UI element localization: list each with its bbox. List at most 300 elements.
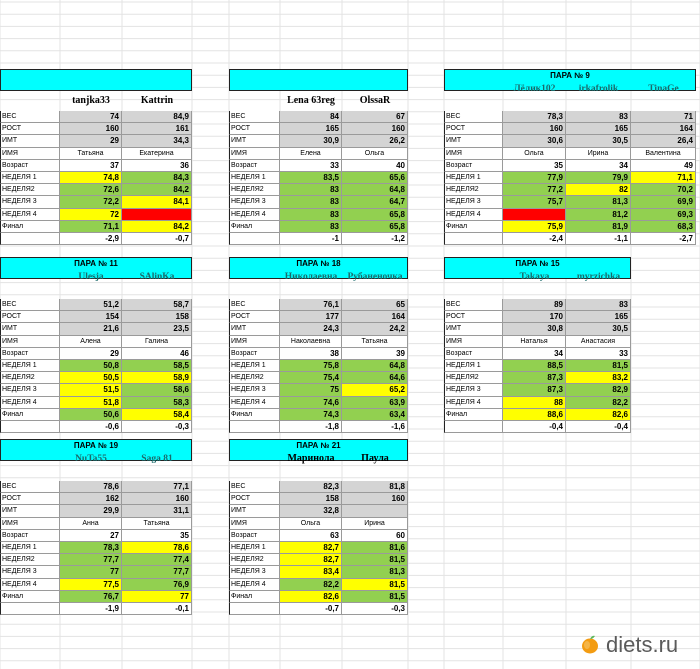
value-cell[interactable]: -1,8: [280, 421, 342, 433]
person-name-cell[interactable]: Елена: [280, 148, 342, 160]
row-label: ИМЯ: [0, 148, 60, 160]
value-cell[interactable]: 160: [503, 123, 566, 135]
person-name-cell[interactable]: Татьяна: [60, 148, 122, 160]
row-label: НЕДЕЛЯ 3: [229, 196, 280, 208]
value-cell[interactable]: [503, 209, 566, 221]
value-cell[interactable]: 81,5: [342, 579, 408, 591]
value-cell[interactable]: 46: [122, 348, 192, 360]
row-label: НЕДЕЛЯ 4: [0, 209, 60, 221]
row-label: НЕДЕЛЯ 1: [229, 542, 280, 554]
value-cell[interactable]: 154: [60, 311, 122, 323]
value-cell[interactable]: 77,7: [122, 566, 192, 578]
participant-name: Паула: [361, 453, 389, 464]
row-label: ИМТ: [229, 505, 280, 517]
value-cell[interactable]: 35: [122, 530, 192, 542]
row-label: НЕДЕЛЯ 4: [0, 579, 60, 591]
value-cell[interactable]: 84,2: [122, 184, 192, 196]
value-cell[interactable]: 164: [342, 311, 408, 323]
value-cell[interactable]: 64,8: [342, 184, 408, 196]
row-label: НЕДЕЛЯ 4: [229, 579, 280, 591]
value-cell[interactable]: 72,6: [60, 184, 122, 196]
row-label: ИМТ: [444, 323, 503, 335]
value-cell[interactable]: 35: [503, 160, 566, 172]
value-cell[interactable]: 65: [342, 299, 408, 311]
value-cell[interactable]: 50,6: [60, 409, 122, 421]
value-cell[interactable]: 83: [566, 299, 631, 311]
value-cell[interactable]: 51,2: [60, 299, 122, 311]
row-label: НЕДЕЛЯ 3: [0, 196, 60, 208]
value-cell[interactable]: 75,4: [280, 372, 342, 384]
row-label: Финал: [0, 409, 60, 421]
value-cell[interactable]: [122, 209, 192, 221]
row-label: [0, 603, 60, 615]
value-cell[interactable]: 82,2: [280, 579, 342, 591]
apple-icon: [580, 634, 600, 654]
row-label: ИМЯ: [229, 518, 280, 530]
pair-title: ПАРА № 19: [73, 441, 119, 450]
value-cell[interactable]: 84,3: [122, 172, 192, 184]
value-cell[interactable]: 78,3: [503, 111, 566, 123]
value-cell[interactable]: 84,2: [122, 221, 192, 233]
value-cell[interactable]: 70,2: [631, 184, 696, 196]
row-label: Финал: [0, 591, 60, 603]
row-label: НЕДЕЛЯ 1: [0, 360, 60, 372]
value-cell[interactable]: -0,6: [60, 421, 122, 433]
value-cell[interactable]: 58,3: [122, 397, 192, 409]
value-cell[interactable]: 81,2: [566, 209, 631, 221]
value-cell[interactable]: -1,1: [566, 233, 631, 245]
value-cell[interactable]: 40: [342, 160, 408, 172]
site-logo[interactable]: [578, 630, 698, 660]
value-cell[interactable]: 83,2: [566, 372, 631, 384]
row-label: НЕДЕЛЯ 1: [444, 360, 503, 372]
value-cell[interactable]: 77,4: [122, 554, 192, 566]
value-cell[interactable]: 74,6: [280, 397, 342, 409]
value-cell[interactable]: 30,8: [503, 323, 566, 335]
value-cell[interactable]: 81,3: [566, 196, 631, 208]
row-label: ИМЯ: [0, 336, 60, 348]
value-cell[interactable]: 58,7: [122, 299, 192, 311]
row-label: НЕДЕЛЯ 1: [229, 172, 280, 184]
value-cell[interactable]: [342, 505, 408, 517]
value-cell[interactable]: 75: [280, 384, 342, 396]
row-label: [444, 421, 503, 433]
row-label: РОСТ: [444, 311, 503, 323]
participant-name: Николаевна: [284, 272, 338, 282]
participant-name: Маринола: [287, 453, 335, 464]
row-label: НЕДЕЛЯ 3: [0, 384, 60, 396]
value-cell[interactable]: 87,3: [503, 372, 566, 384]
person-name-cell[interactable]: Алена: [60, 336, 122, 348]
value-cell[interactable]: 77,5: [60, 579, 122, 591]
value-cell[interactable]: -2,9: [60, 233, 122, 245]
value-cell[interactable]: 83: [280, 184, 342, 196]
pair-header: [229, 69, 408, 91]
value-cell[interactable]: 32,8: [280, 505, 342, 517]
row-label: ИМЯ: [444, 148, 503, 160]
value-cell[interactable]: -0,7: [122, 233, 192, 245]
value-cell[interactable]: 34: [503, 348, 566, 360]
value-cell[interactable]: -1,2: [342, 233, 408, 245]
value-cell[interactable]: 77,2: [503, 184, 566, 196]
person-name-cell[interactable]: Ольга: [342, 148, 408, 160]
value-cell[interactable]: 77,7: [60, 554, 122, 566]
row-label: Финал: [229, 591, 280, 603]
row-label: Возраст: [444, 160, 503, 172]
row-label: НЕДЕЛЯ 4: [229, 397, 280, 409]
row-label: Возраст: [229, 160, 280, 172]
row-label: НЕДЕЛЯ2: [0, 554, 60, 566]
row-label: НЕДЕЛЯ 3: [229, 384, 280, 396]
value-cell[interactable]: 26,4: [631, 135, 696, 147]
value-cell[interactable]: 58,6: [122, 384, 192, 396]
row-label: НЕДЕЛЯ2: [444, 184, 503, 196]
value-cell[interactable]: -2,7: [631, 233, 696, 245]
value-cell[interactable]: 77: [60, 566, 122, 578]
person-name-cell[interactable]: Галина: [122, 336, 192, 348]
participant-name: irkafrolik: [578, 84, 619, 94]
pair-header: [0, 69, 192, 91]
value-cell[interactable]: 50,5: [60, 372, 122, 384]
value-cell[interactable]: -0,1: [122, 603, 192, 615]
value-cell[interactable]: 38: [280, 348, 342, 360]
value-cell[interactable]: 164: [631, 123, 696, 135]
value-cell[interactable]: 24,3: [280, 323, 342, 335]
row-label: НЕДЕЛЯ 1: [444, 172, 503, 184]
row-label: ИМТ: [0, 323, 60, 335]
value-cell[interactable]: 82: [566, 184, 631, 196]
row-label: [229, 233, 280, 245]
value-cell[interactable]: 75,7: [503, 196, 566, 208]
value-cell[interactable]: 79,9: [566, 172, 631, 184]
row-label: [444, 233, 503, 245]
person-name-cell[interactable]: Ольга: [280, 518, 342, 530]
participant-name: NuTa55: [75, 454, 107, 464]
value-cell[interactable]: 69,9: [631, 196, 696, 208]
value-cell[interactable]: 37: [60, 160, 122, 172]
row-label: Финал: [0, 221, 60, 233]
value-cell[interactable]: 158: [280, 493, 342, 505]
value-cell[interactable]: 76,7: [60, 591, 122, 603]
value-cell[interactable]: 39: [342, 348, 408, 360]
row-label: НЕДЕЛЯ2: [229, 554, 280, 566]
row-label: НЕДЕЛЯ 1: [0, 542, 60, 554]
value-cell[interactable]: -1,6: [342, 421, 408, 433]
value-cell[interactable]: 165: [566, 311, 631, 323]
value-cell[interactable]: 74,3: [280, 409, 342, 421]
value-cell[interactable]: 83: [280, 196, 342, 208]
value-cell[interactable]: 177: [280, 311, 342, 323]
person-name-cell[interactable]: Валентина: [631, 148, 696, 160]
value-cell[interactable]: 88,6: [503, 409, 566, 421]
row-label: РОСТ: [0, 493, 60, 505]
value-cell[interactable]: 89: [503, 299, 566, 311]
value-cell[interactable]: 162: [60, 493, 122, 505]
value-cell[interactable]: 64,7: [342, 196, 408, 208]
value-cell[interactable]: 74,8: [60, 172, 122, 184]
row-label: НЕДЕЛЯ 1: [229, 360, 280, 372]
row-label: Возраст: [0, 160, 60, 172]
row-label: НЕДЕЛЯ 3: [444, 196, 503, 208]
row-label: [0, 233, 60, 245]
value-cell[interactable]: 33: [566, 348, 631, 360]
value-cell[interactable]: 165: [566, 123, 631, 135]
value-cell[interactable]: 81,8: [342, 481, 408, 493]
value-cell[interactable]: 81,5: [342, 554, 408, 566]
value-cell[interactable]: -0,4: [566, 421, 631, 433]
row-label: ВЕС: [444, 299, 503, 311]
value-cell[interactable]: 160: [342, 123, 408, 135]
value-cell[interactable]: -1: [280, 233, 342, 245]
person-name-cell[interactable]: Екатерина: [122, 148, 192, 160]
value-cell[interactable]: 24,2: [342, 323, 408, 335]
value-cell[interactable]: 161: [122, 123, 192, 135]
value-cell[interactable]: 81,3: [342, 566, 408, 578]
value-cell[interactable]: 83,4: [280, 566, 342, 578]
value-cell[interactable]: 51,8: [60, 397, 122, 409]
value-cell[interactable]: 34: [566, 160, 631, 172]
value-cell[interactable]: 82,9: [566, 384, 631, 396]
value-cell[interactable]: 74: [60, 111, 122, 123]
row-label: ВЕС: [0, 111, 60, 123]
value-cell[interactable]: 49: [631, 160, 696, 172]
pair-title: ПАРА № 11: [74, 259, 118, 268]
participant-name: Ulesja: [78, 272, 104, 282]
row-label: НЕДЕЛЯ 3: [444, 384, 503, 396]
value-cell[interactable]: 82,7: [280, 554, 342, 566]
value-cell[interactable]: 69,3: [631, 209, 696, 221]
participant-name: myrzichka: [576, 272, 621, 282]
value-cell[interactable]: 21,6: [60, 323, 122, 335]
row-label: [229, 421, 280, 433]
value-cell[interactable]: 58,9: [122, 372, 192, 384]
row-label: НЕДЕЛЯ 1: [0, 172, 60, 184]
value-cell[interactable]: 160: [60, 123, 122, 135]
participant-name: Лёлик102: [513, 84, 556, 94]
row-label: ВЕС: [444, 111, 503, 123]
row-label: РОСТ: [229, 123, 280, 135]
row-label: ИМЯ: [229, 148, 280, 160]
row-label: НЕДЕЛЯ 4: [444, 209, 503, 221]
value-cell[interactable]: 68,3: [631, 221, 696, 233]
row-label: [0, 421, 60, 433]
row-label: НЕДЕЛЯ 3: [0, 566, 60, 578]
value-cell[interactable]: 63,9: [342, 397, 408, 409]
pair-title: ПАРА № 15: [515, 259, 560, 268]
row-label: НЕДЕЛЯ 4: [444, 397, 503, 409]
person-name-cell[interactable]: Татьяна: [122, 518, 192, 530]
value-cell[interactable]: 83: [566, 111, 631, 123]
value-cell[interactable]: 30,5: [566, 323, 631, 335]
row-label: Возраст: [0, 348, 60, 360]
value-cell[interactable]: 78,3: [60, 542, 122, 554]
row-label: Финал: [229, 409, 280, 421]
participant-name: TinaGe: [648, 84, 679, 94]
value-cell[interactable]: 83: [280, 209, 342, 221]
value-cell[interactable]: 30,5: [566, 135, 631, 147]
row-label: НЕДЕЛЯ2: [229, 372, 280, 384]
row-label: Финал: [444, 221, 503, 233]
row-label: НЕДЕЛЯ 4: [0, 397, 60, 409]
row-label: РОСТ: [229, 493, 280, 505]
value-cell[interactable]: 27: [60, 530, 122, 542]
row-label: НЕДЕЛЯ 3: [229, 566, 280, 578]
value-cell[interactable]: 88: [503, 397, 566, 409]
value-cell[interactable]: 64,6: [342, 372, 408, 384]
value-cell[interactable]: 84,1: [122, 196, 192, 208]
value-cell[interactable]: 75,9: [503, 221, 566, 233]
person-name-cell[interactable]: Анастасия: [566, 336, 631, 348]
row-label: НЕДЕЛЯ2: [229, 184, 280, 196]
value-cell[interactable]: 31,1: [122, 505, 192, 517]
value-cell[interactable]: 51,5: [60, 384, 122, 396]
row-label: ВЕС: [229, 299, 280, 311]
value-cell[interactable]: 82,6: [280, 591, 342, 603]
value-cell[interactable]: 34,3: [122, 135, 192, 147]
value-cell[interactable]: 75,8: [280, 360, 342, 372]
value-cell[interactable]: 87,3: [503, 384, 566, 396]
value-cell[interactable]: 23,5: [122, 323, 192, 335]
row-label: ИМТ: [229, 323, 280, 335]
value-cell[interactable]: 64,8: [342, 360, 408, 372]
value-cell[interactable]: 76,9: [122, 579, 192, 591]
value-cell[interactable]: 83: [280, 221, 342, 233]
participant-name: tanjka33: [72, 95, 110, 106]
value-cell[interactable]: 76,1: [280, 299, 342, 311]
value-cell[interactable]: 82,6: [566, 409, 631, 421]
row-label: Финал: [444, 409, 503, 421]
value-cell[interactable]: -0,7: [280, 603, 342, 615]
value-cell[interactable]: 160: [122, 493, 192, 505]
value-cell[interactable]: 67: [342, 111, 408, 123]
row-label: НЕДЕЛЯ 4: [229, 209, 280, 221]
participant-name: SAlinKa: [139, 272, 175, 282]
row-label: Возраст: [444, 348, 503, 360]
value-cell[interactable]: 82,7: [280, 542, 342, 554]
participant-name: Saga 81: [141, 454, 173, 464]
row-label: ИМЯ: [0, 518, 60, 530]
person-name-cell[interactable]: Наталья: [503, 336, 566, 348]
value-cell[interactable]: 81,5: [342, 591, 408, 603]
person-name-cell[interactable]: Ольга: [503, 148, 566, 160]
value-cell[interactable]: 72,2: [60, 196, 122, 208]
pair-title: ПАРА № 9: [550, 71, 590, 80]
row-label: Финал: [229, 221, 280, 233]
value-cell[interactable]: -0,3: [122, 421, 192, 433]
value-cell[interactable]: 60: [342, 530, 408, 542]
participant-name: OlssaR: [359, 95, 391, 106]
value-cell[interactable]: 29: [60, 348, 122, 360]
value-cell[interactable]: 81,5: [566, 360, 631, 372]
row-label: НЕДЕЛЯ2: [0, 184, 60, 196]
value-cell[interactable]: 63,4: [342, 409, 408, 421]
row-label: ВЕС: [0, 481, 60, 493]
value-cell[interactable]: 65,6: [342, 172, 408, 184]
row-label: ИМТ: [0, 505, 60, 517]
value-cell[interactable]: 77,9: [503, 172, 566, 184]
row-label: РОСТ: [0, 123, 60, 135]
value-cell[interactable]: -0,3: [342, 603, 408, 615]
value-cell[interactable]: 84,9: [122, 111, 192, 123]
row-label: ИМТ: [444, 135, 503, 147]
value-cell[interactable]: 26,2: [342, 135, 408, 147]
row-label: Возраст: [0, 530, 60, 542]
participant-name: Takaya: [519, 272, 550, 282]
value-cell[interactable]: 36: [122, 160, 192, 172]
value-cell[interactable]: 58,4: [122, 409, 192, 421]
row-label: ВЕС: [229, 481, 280, 493]
value-cell[interactable]: 58,5: [122, 360, 192, 372]
value-cell[interactable]: 65,8: [342, 221, 408, 233]
row-label: Возраст: [229, 348, 280, 360]
value-cell[interactable]: 71,1: [60, 221, 122, 233]
value-cell[interactable]: 88,5: [503, 360, 566, 372]
value-cell[interactable]: 30,9: [280, 135, 342, 147]
value-cell[interactable]: 65,8: [342, 209, 408, 221]
value-cell[interactable]: 84: [280, 111, 342, 123]
row-label: [229, 603, 280, 615]
value-cell[interactable]: 63: [280, 530, 342, 542]
value-cell[interactable]: 71,1: [631, 172, 696, 184]
value-cell[interactable]: 50,8: [60, 360, 122, 372]
value-cell[interactable]: 81,6: [342, 542, 408, 554]
pair-title: ПАРА № 18: [296, 259, 341, 268]
row-label: РОСТ: [229, 311, 280, 323]
logo-text: diets.ru: [606, 632, 679, 657]
value-cell[interactable]: 160: [342, 493, 408, 505]
row-label: ВЕС: [229, 111, 280, 123]
value-cell[interactable]: -1,9: [60, 603, 122, 615]
row-label: РОСТ: [0, 311, 60, 323]
person-name-cell[interactable]: Ирина: [566, 148, 631, 160]
row-label: РОСТ: [444, 123, 503, 135]
value-cell[interactable]: 29,9: [60, 505, 122, 517]
person-name-cell[interactable]: Наколаевна: [280, 336, 342, 348]
participant-name: Рубаненочка: [347, 272, 403, 282]
value-cell[interactable]: 82,2: [566, 397, 631, 409]
value-cell[interactable]: 83,5: [280, 172, 342, 184]
value-cell[interactable]: 78,6: [122, 542, 192, 554]
value-cell[interactable]: 81,9: [566, 221, 631, 233]
value-cell[interactable]: 78,6: [60, 481, 122, 493]
value-cell[interactable]: 33: [280, 160, 342, 172]
value-cell[interactable]: 65,2: [342, 384, 408, 396]
value-cell[interactable]: 77,1: [122, 481, 192, 493]
person-name-cell[interactable]: Анна: [60, 518, 122, 530]
value-cell[interactable]: 72: [60, 209, 122, 221]
pair-title: ПАРА № 21: [296, 441, 341, 450]
participant-name: Lena 63reg: [287, 95, 335, 106]
value-cell[interactable]: 29: [60, 135, 122, 147]
row-label: ВЕС: [0, 299, 60, 311]
value-cell[interactable]: 158: [122, 311, 192, 323]
participant-name: Kattrin: [140, 95, 174, 106]
row-label: ИМЯ: [444, 336, 503, 348]
value-cell[interactable]: 30,6: [503, 135, 566, 147]
person-name-cell[interactable]: Ирина: [342, 518, 408, 530]
value-cell[interactable]: 77: [122, 591, 192, 603]
value-cell[interactable]: 165: [280, 123, 342, 135]
row-label: ИМТ: [0, 135, 60, 147]
row-label: Возраст: [229, 530, 280, 542]
value-cell[interactable]: -2,4: [503, 233, 566, 245]
person-name-cell[interactable]: Татьяна: [342, 336, 408, 348]
value-cell[interactable]: 71: [631, 111, 696, 123]
value-cell[interactable]: 170: [503, 311, 566, 323]
value-cell[interactable]: -0,4: [503, 421, 566, 433]
row-label: ИМТ: [229, 135, 280, 147]
value-cell[interactable]: 82,3: [280, 481, 342, 493]
